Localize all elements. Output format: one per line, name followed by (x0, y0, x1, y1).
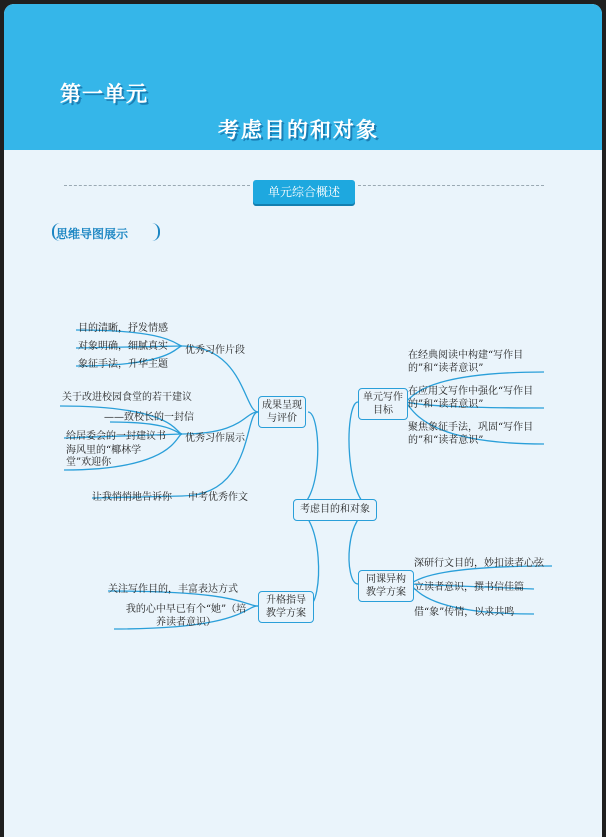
compare-item-1: 深研行文目的，妙扣读者心弦 (414, 558, 544, 569)
showcase-item-1: 关于改进校园食堂的若干建议 (62, 392, 192, 403)
goal-item-2: 在应用文写作中强化“写作目的”和“读者意识” (408, 386, 534, 410)
mindmap-center-node: 考虑目的和对象 (293, 499, 377, 521)
page-title: 考虑目的和对象 (218, 118, 379, 142)
showcase-item-2: ——致校长的一封信 (104, 412, 194, 423)
compare-item-3: 借“象”传情，以求共鸣 (414, 607, 515, 618)
fragment-item-1: 目的清晰，抒发情感 (78, 323, 168, 334)
fragment-item-2: 对象明确，细腻真实 (78, 341, 168, 352)
showcase-item-4: 海风里的“椰林学堂”欢迎你 (66, 445, 142, 468)
mindmap-label: 思维导图展示 (56, 227, 129, 241)
branch-results: 成果呈现与评价 (258, 396, 306, 428)
plan-item-2: 我的心中早已有个“她”（培养读者意识） (125, 604, 247, 628)
goal-item-3: 聚焦象征手法，巩固“写作目的”和“读者意识” (408, 422, 534, 446)
subgroup-excellent-fragments: 优秀习作片段 (185, 345, 245, 356)
fragment-item-3: 象征手法，升华主题 (78, 359, 168, 370)
overview-tab: 单元综合概述 (253, 180, 355, 204)
unit-label: 第一单元 (60, 82, 148, 106)
plan-item-1: 关注写作目的，丰富表达方式 (108, 584, 238, 595)
compare-item-2: 立读者意识，撰书信佳篇 (414, 582, 524, 593)
goal-item-1: 在经典阅读中构建“写作目的”和“读者意识” (408, 350, 524, 374)
branch-compare: 同课异构教学方案 (358, 570, 414, 602)
branch-goals: 单元写作目标 (358, 388, 408, 420)
subgroup-excellent-showcase: 优秀习作展示 (185, 433, 245, 444)
exam-piece: 让我悄悄地告诉你 (92, 492, 172, 503)
showcase-item-3: 给居委会的一封建议书 (66, 431, 166, 442)
page (4, 4, 602, 837)
branch-plan: 升格指导教学方案 (258, 591, 314, 623)
subgroup-exam-writing: 中考优秀作文 (188, 492, 248, 503)
